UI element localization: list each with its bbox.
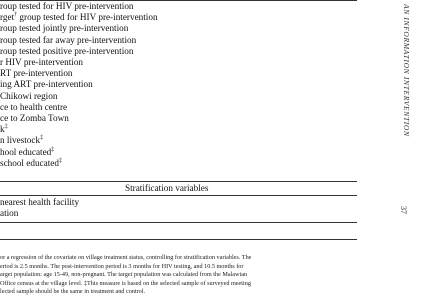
row-label-text: k — [0, 124, 5, 135]
stratification-top-rule — [0, 181, 357, 182]
footnote-mark: ‡ — [4, 124, 8, 131]
note-line: eriod is 2.5 months. The post-intervention period is 3 months for HIV testing, and 10.5 months for — [0, 262, 244, 270]
row-label-text: RT pre-intervention — [0, 68, 73, 79]
table-notes — [0, 254, 357, 297]
row-label — [0, 35, 136, 46]
row-label — [0, 113, 69, 124]
row-label-text: Chikowi region — [0, 90, 58, 101]
note-line: lected sample should be the same in treatment and control. — [0, 288, 146, 295]
footnote-mark: ‡ — [40, 135, 44, 142]
running-title: AN INFORMATION INTERVENTION — [402, 4, 411, 137]
footnote-mark: ‡ — [58, 157, 62, 164]
row-label-text: n livestock — [0, 135, 41, 146]
note-line: arget population: age 15-49, non-pregnant. The target population was calculated from the Malawian — [0, 271, 248, 278]
row-label-text: roup tested for HIV pre-intervention — [0, 1, 134, 11]
row-label-text: roup tested far away pre-intervention — [0, 34, 137, 45]
row-label — [0, 68, 73, 79]
row-label-text: ing ART pre-intervention — [0, 79, 93, 90]
row-label-text: ce to Zomba Town — [0, 113, 69, 123]
row-label-text: roup tested positive pre-intervention — [0, 45, 134, 56]
strat-row-label: nearest health facility — [0, 197, 80, 207]
footnote-mark: † — [14, 12, 18, 19]
stratification-bottom-rule — [0, 195, 357, 196]
row-label — [0, 57, 83, 68]
stratification-header: Stratification variables — [125, 183, 209, 193]
n-row-top-rule — [0, 222, 357, 223]
row-label — [0, 23, 128, 34]
row-label — [0, 79, 93, 90]
row-label — [0, 124, 8, 135]
row-label — [0, 158, 62, 169]
row-label — [0, 135, 43, 146]
row-label-text: school educated — [0, 157, 59, 168]
note-line: Office census at the village level. ‡This measure is based on the selected sample of surveyed meeting — [0, 279, 251, 287]
row-label-text: ce to health centre — [0, 101, 68, 112]
row-label-text: group tested for HIV pre-intervention — [17, 12, 158, 23]
row-label-text: rget — [0, 12, 15, 23]
row-label — [0, 46, 133, 57]
row-label-text: roup tested jointly pre-intervention — [0, 23, 129, 34]
row-label-text: r HIV pre-intervention — [0, 57, 84, 67]
note-line: or a regression of the covariate on village treatment status, controlling for stratification variables. The — [0, 254, 252, 261]
row-label — [0, 1, 134, 12]
row-label — [0, 102, 67, 113]
row-label-text: hool educated — [0, 146, 52, 157]
row-label — [0, 147, 54, 158]
table-bottom-rule — [0, 239, 357, 240]
page-number: 37 — [399, 206, 408, 214]
strat-row-label: ation — [0, 208, 19, 218]
row-label — [0, 12, 158, 23]
footnote-mark: ‡ — [51, 146, 55, 153]
row-label — [0, 91, 57, 102]
